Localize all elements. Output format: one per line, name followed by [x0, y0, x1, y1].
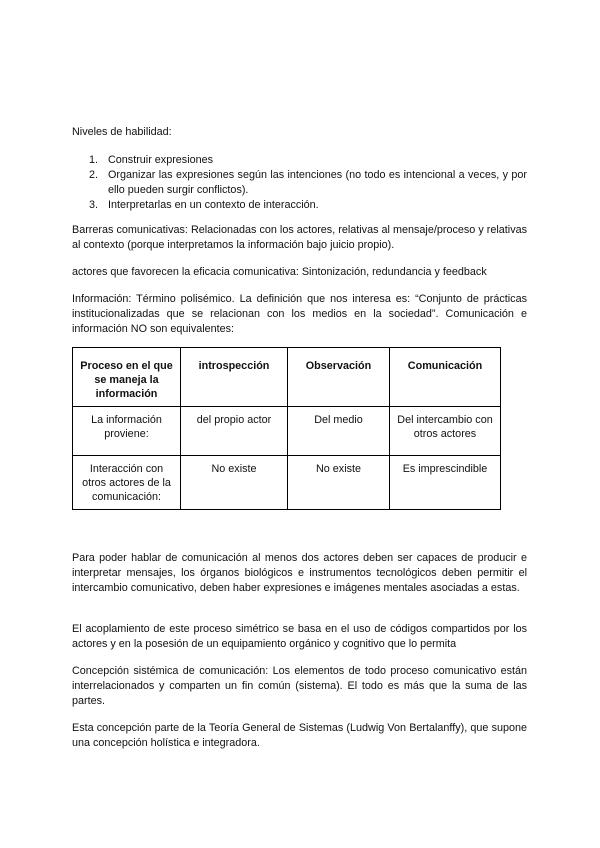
list-item	[72, 153, 527, 168]
list-item-text: Interpretarlas en un contexto de interacción.	[108, 199, 319, 211]
list-number: 1.	[89, 154, 99, 166]
table-cell: del propio actor	[181, 407, 288, 456]
table-cell: Del intercambio con otros actores	[390, 407, 501, 456]
paragraph-esta-concepcion: Esta concepción parte de la Teoría General de Sistemas (Ludwig Von Bertalanffy), que supone una concepción holística e integradora.	[72, 722, 527, 749]
paragraph-barreras: Barreras comunicativas: Relacionadas con los actores, relativas al mensaje/proceso y relativas al contexto (porque interpretamos la información bajo juicio propio).	[72, 224, 527, 251]
heading-niveles: Niveles de habilidad:	[72, 126, 172, 138]
table-cell: No existe	[288, 456, 390, 510]
table-row	[73, 456, 501, 510]
table-cell: Es imprescindible	[390, 456, 501, 510]
list-item-text: Organizar las expresiones según las intenciones (no todo es intencional a veces, y por ello pueden surgir conflictos).	[108, 169, 527, 196]
paragraph-actores-favorecen: actores que favorecen la eficacia comunicativa: Sintonización, redundancia y feedback	[72, 266, 487, 278]
list-item	[72, 198, 527, 213]
table-cell: La información proviene:	[73, 407, 181, 456]
list-number: 3.	[89, 199, 99, 211]
table-header-row	[73, 348, 501, 407]
table-header-cell: Comunicación	[390, 348, 501, 407]
comparison-table	[72, 347, 501, 510]
table-header-cell: Proceso en el que se maneja la información	[73, 348, 181, 407]
list-number: 2.	[89, 169, 99, 181]
table-row	[73, 407, 501, 456]
table-header-cell: Observación	[288, 348, 390, 407]
list-item	[72, 168, 527, 198]
list-item-text: Construir expresiones	[108, 154, 214, 166]
paragraph-concepcion-sistemica: Concepción sistémica de comunicación: Los elementos de todo proceso comunicativo están interrelacionados y comparten un fin común (sistema). El todo es más que la suma de las partes.	[72, 665, 527, 707]
table-cell: Interacción con otros actores de la comunicación:	[73, 456, 181, 510]
paragraph-para-poder: Para poder hablar de comunicación al menos dos actores deben ser capaces de producir e interpretar mensajes, los órganos biológicos e instrumentos tecnológicos deben permitir el intercambio comunicativo, deben haber expresiones e imágenes mentales asociadas a estas.	[72, 552, 527, 594]
table-header-cell: introspección	[181, 348, 288, 407]
paragraph-informacion: Información: Término polisémico. La definición que nos interesa es: “Conjunto de prácticas institucionalizadas que se relacionan con los medios en la sociedad”. Comunicación e información NO son equivalentes:	[72, 293, 527, 335]
niveles-list	[72, 153, 527, 213]
paragraph-acoplamiento: El acoplamiento de este proceso simétrico se basa en el uso de códigos compartidos por los actores y en la posesión de un equipamiento orgánico y cognitivo que lo permita	[72, 623, 527, 650]
table-cell: No existe	[181, 456, 288, 510]
table-cell: Del medio	[288, 407, 390, 456]
